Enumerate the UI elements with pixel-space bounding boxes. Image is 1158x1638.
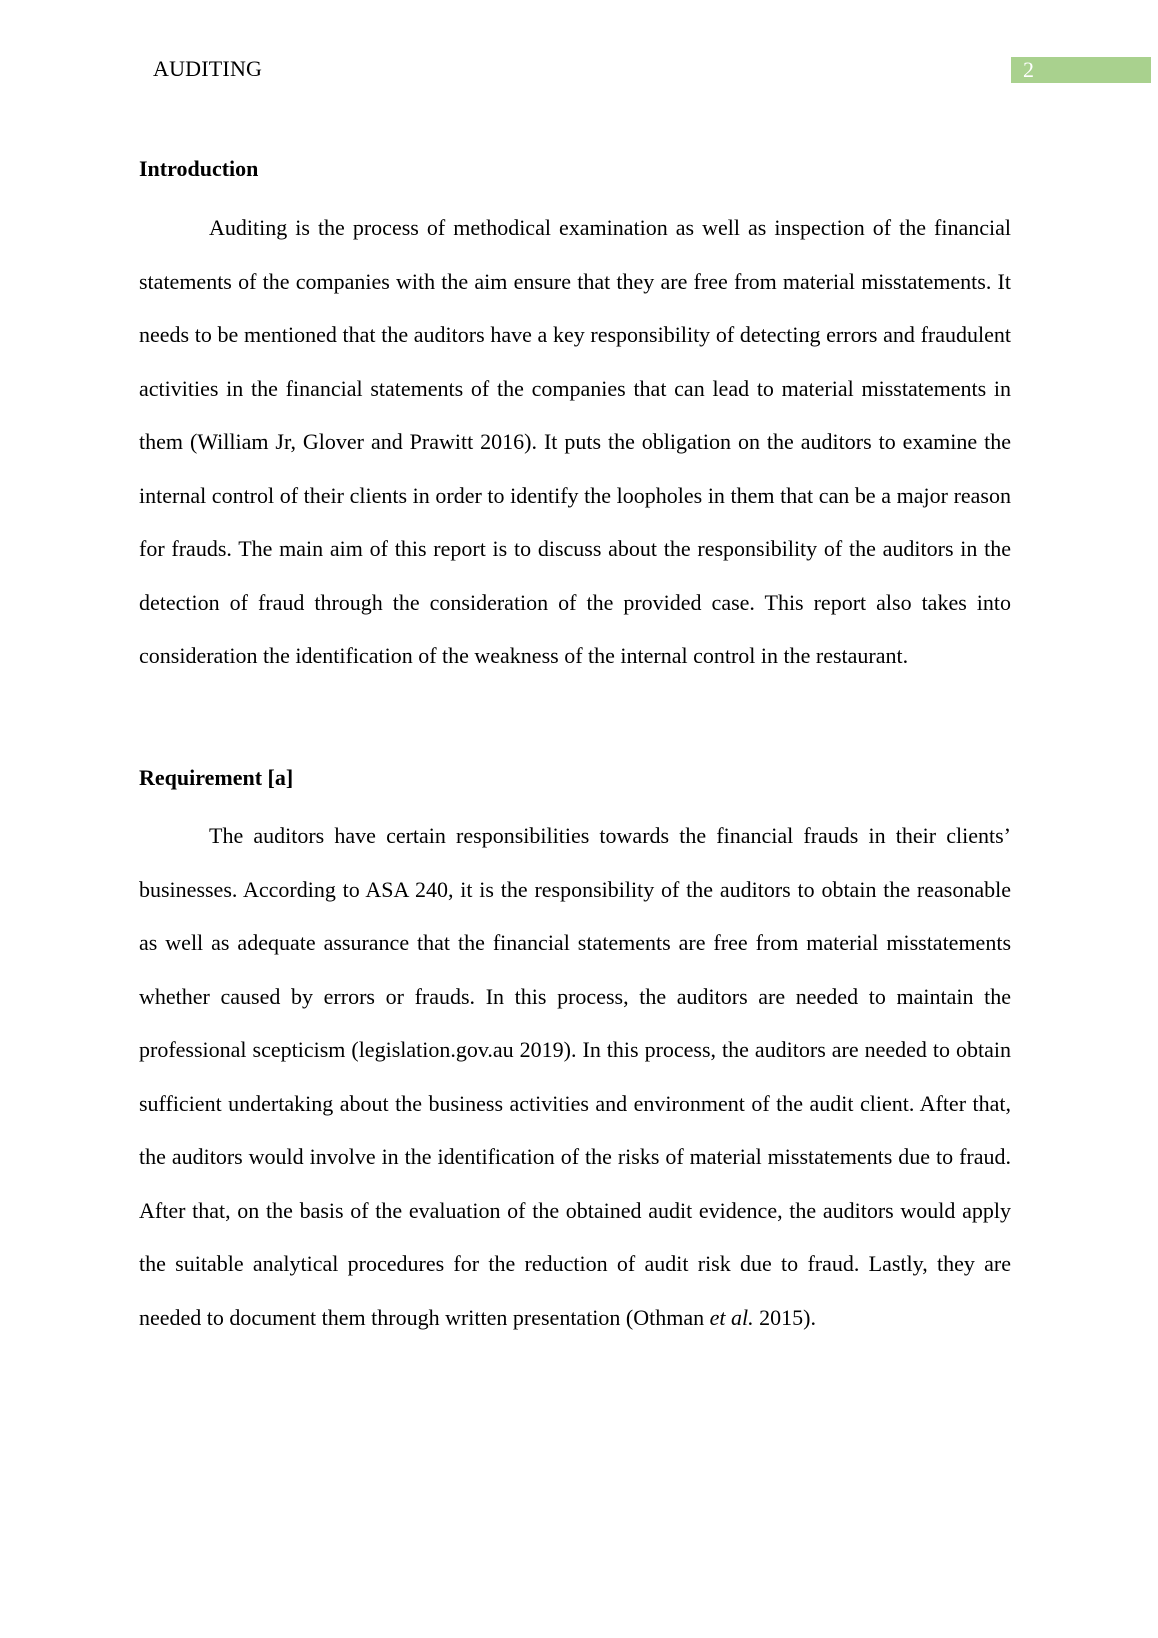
requirement-a-body	[139, 809, 1011, 1344]
introduction-body	[139, 201, 1011, 683]
introduction-paragraph: Auditing is the process of methodical examination as well as inspection of the financial statements of the companies with the aim ensure that they are free from material misstatements. It needs to be mentioned that the auditors have a key responsibility of detecting errors and fraudulent activities in the financial statements of the companies that can lead to material misstatements in them (William Jr, Glover and Prawitt 2016). It puts the obligation on the auditors to examine the internal control of their clients in order to identify the loopholes in them that can be a major reason for frauds. The main aim of this report is to discuss about the responsibility of the auditors in the detection of fraud through the consideration of the provided case. This report also takes into consideration the identification of the weakness of the internal control in the restaurant.	[139, 215, 1011, 668]
requirement-a-paragraph	[139, 809, 1011, 1344]
citation-year: 2015).	[753, 1304, 816, 1330]
citation-et-al: et al.	[709, 1304, 754, 1330]
requirement-a-text: The auditors have certain responsibilities towards the financial frauds in their clients’ businesses. According to ASA 240, it is the responsibility of the auditors to obtain the reasonable as well as adequate assurance that the financial statements are free from material misstatements whether caused by errors or frauds. In this process, the auditors are needed to maintain the professional scepticism (legislation.gov.au 2019). In this process, the auditors are needed to obtain sufficient undertaking about the business activities and environment of the audit client. After that, the auditors would involve in the identification of the risks of material misstatements due to fraud. After that, on the basis of the evaluation of the obtained audit evidence, the auditors would apply the suitable analytical procedures for the reduction of audit risk due to fraud. Lastly, they are needed to document them through written presentation (Othman	[139, 823, 1011, 1330]
running-head: AUDITING	[153, 56, 263, 81]
requirement-a-heading: Requirement [a]	[139, 765, 294, 790]
introduction-heading: Introduction	[139, 156, 259, 181]
page-number-badge	[1011, 57, 1151, 83]
page-number: 2	[1023, 57, 1034, 82]
